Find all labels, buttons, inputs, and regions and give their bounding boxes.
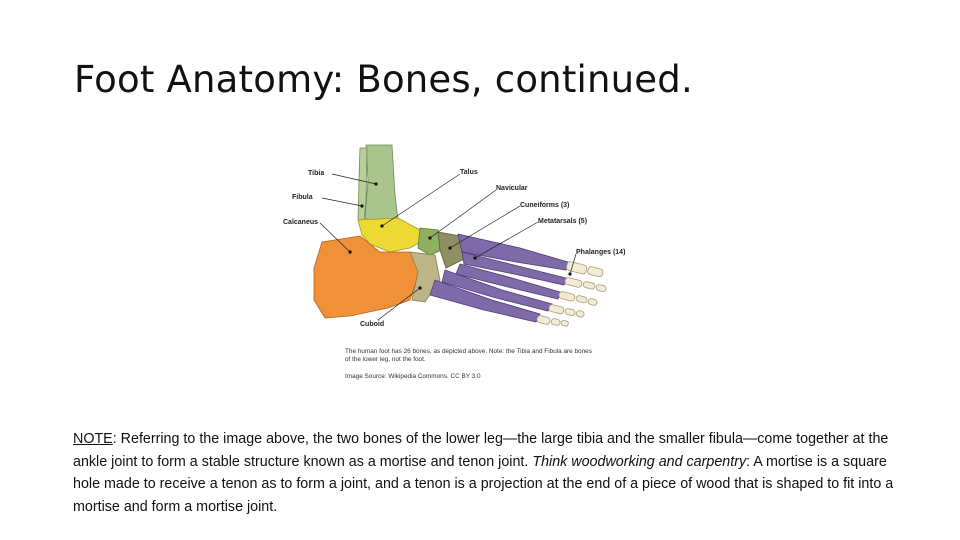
label-fibula: Fibula bbox=[292, 194, 313, 201]
note-emphasis: Think woodworking and carpentry bbox=[532, 453, 747, 470]
image-source: Image Source: Wikipedia Commons. CC BY 3.0 bbox=[345, 373, 481, 380]
label-cuneiforms: Cuneiforms (3) bbox=[520, 202, 570, 209]
note-lead: NOTE bbox=[73, 431, 113, 447]
label-talus: Talus bbox=[460, 169, 478, 176]
note-text-2: : A mortise is a square hole made to receive a tenon as to form a joint, and a tenon is a projection at the end of a piece of wood that is shaped to fit into a mortise and form a mortise joint. bbox=[73, 453, 894, 515]
label-calcaneus: Calcaneus bbox=[283, 219, 319, 226]
label-metatarsals: Metatarsals (5) bbox=[538, 218, 588, 225]
note-paragraph bbox=[73, 428, 903, 518]
label-cuboid: Cuboid bbox=[360, 321, 385, 328]
note-text-1: : Referring to the image above, the two bones of the lower leg—the large tibia and the smaller fibula—come together at the ankle joint to form a stable structure known as a mortise and tenon joint. bbox=[73, 431, 889, 470]
foot-bones-diagram bbox=[270, 140, 650, 390]
label-navicular: Navicular bbox=[496, 185, 528, 192]
figure-caption: The human foot has 26 bones, as depicted above. Note: the Tibia and Fibula are bones of the lower leg, not the foot. bbox=[345, 348, 592, 363]
label-tibia: Tibia bbox=[308, 170, 325, 177]
label-phalanges: Phalanges (14) bbox=[576, 249, 626, 256]
tibia-bone bbox=[365, 145, 398, 226]
slide-title: Foot Anatomy: Bones, continued. bbox=[74, 58, 693, 101]
